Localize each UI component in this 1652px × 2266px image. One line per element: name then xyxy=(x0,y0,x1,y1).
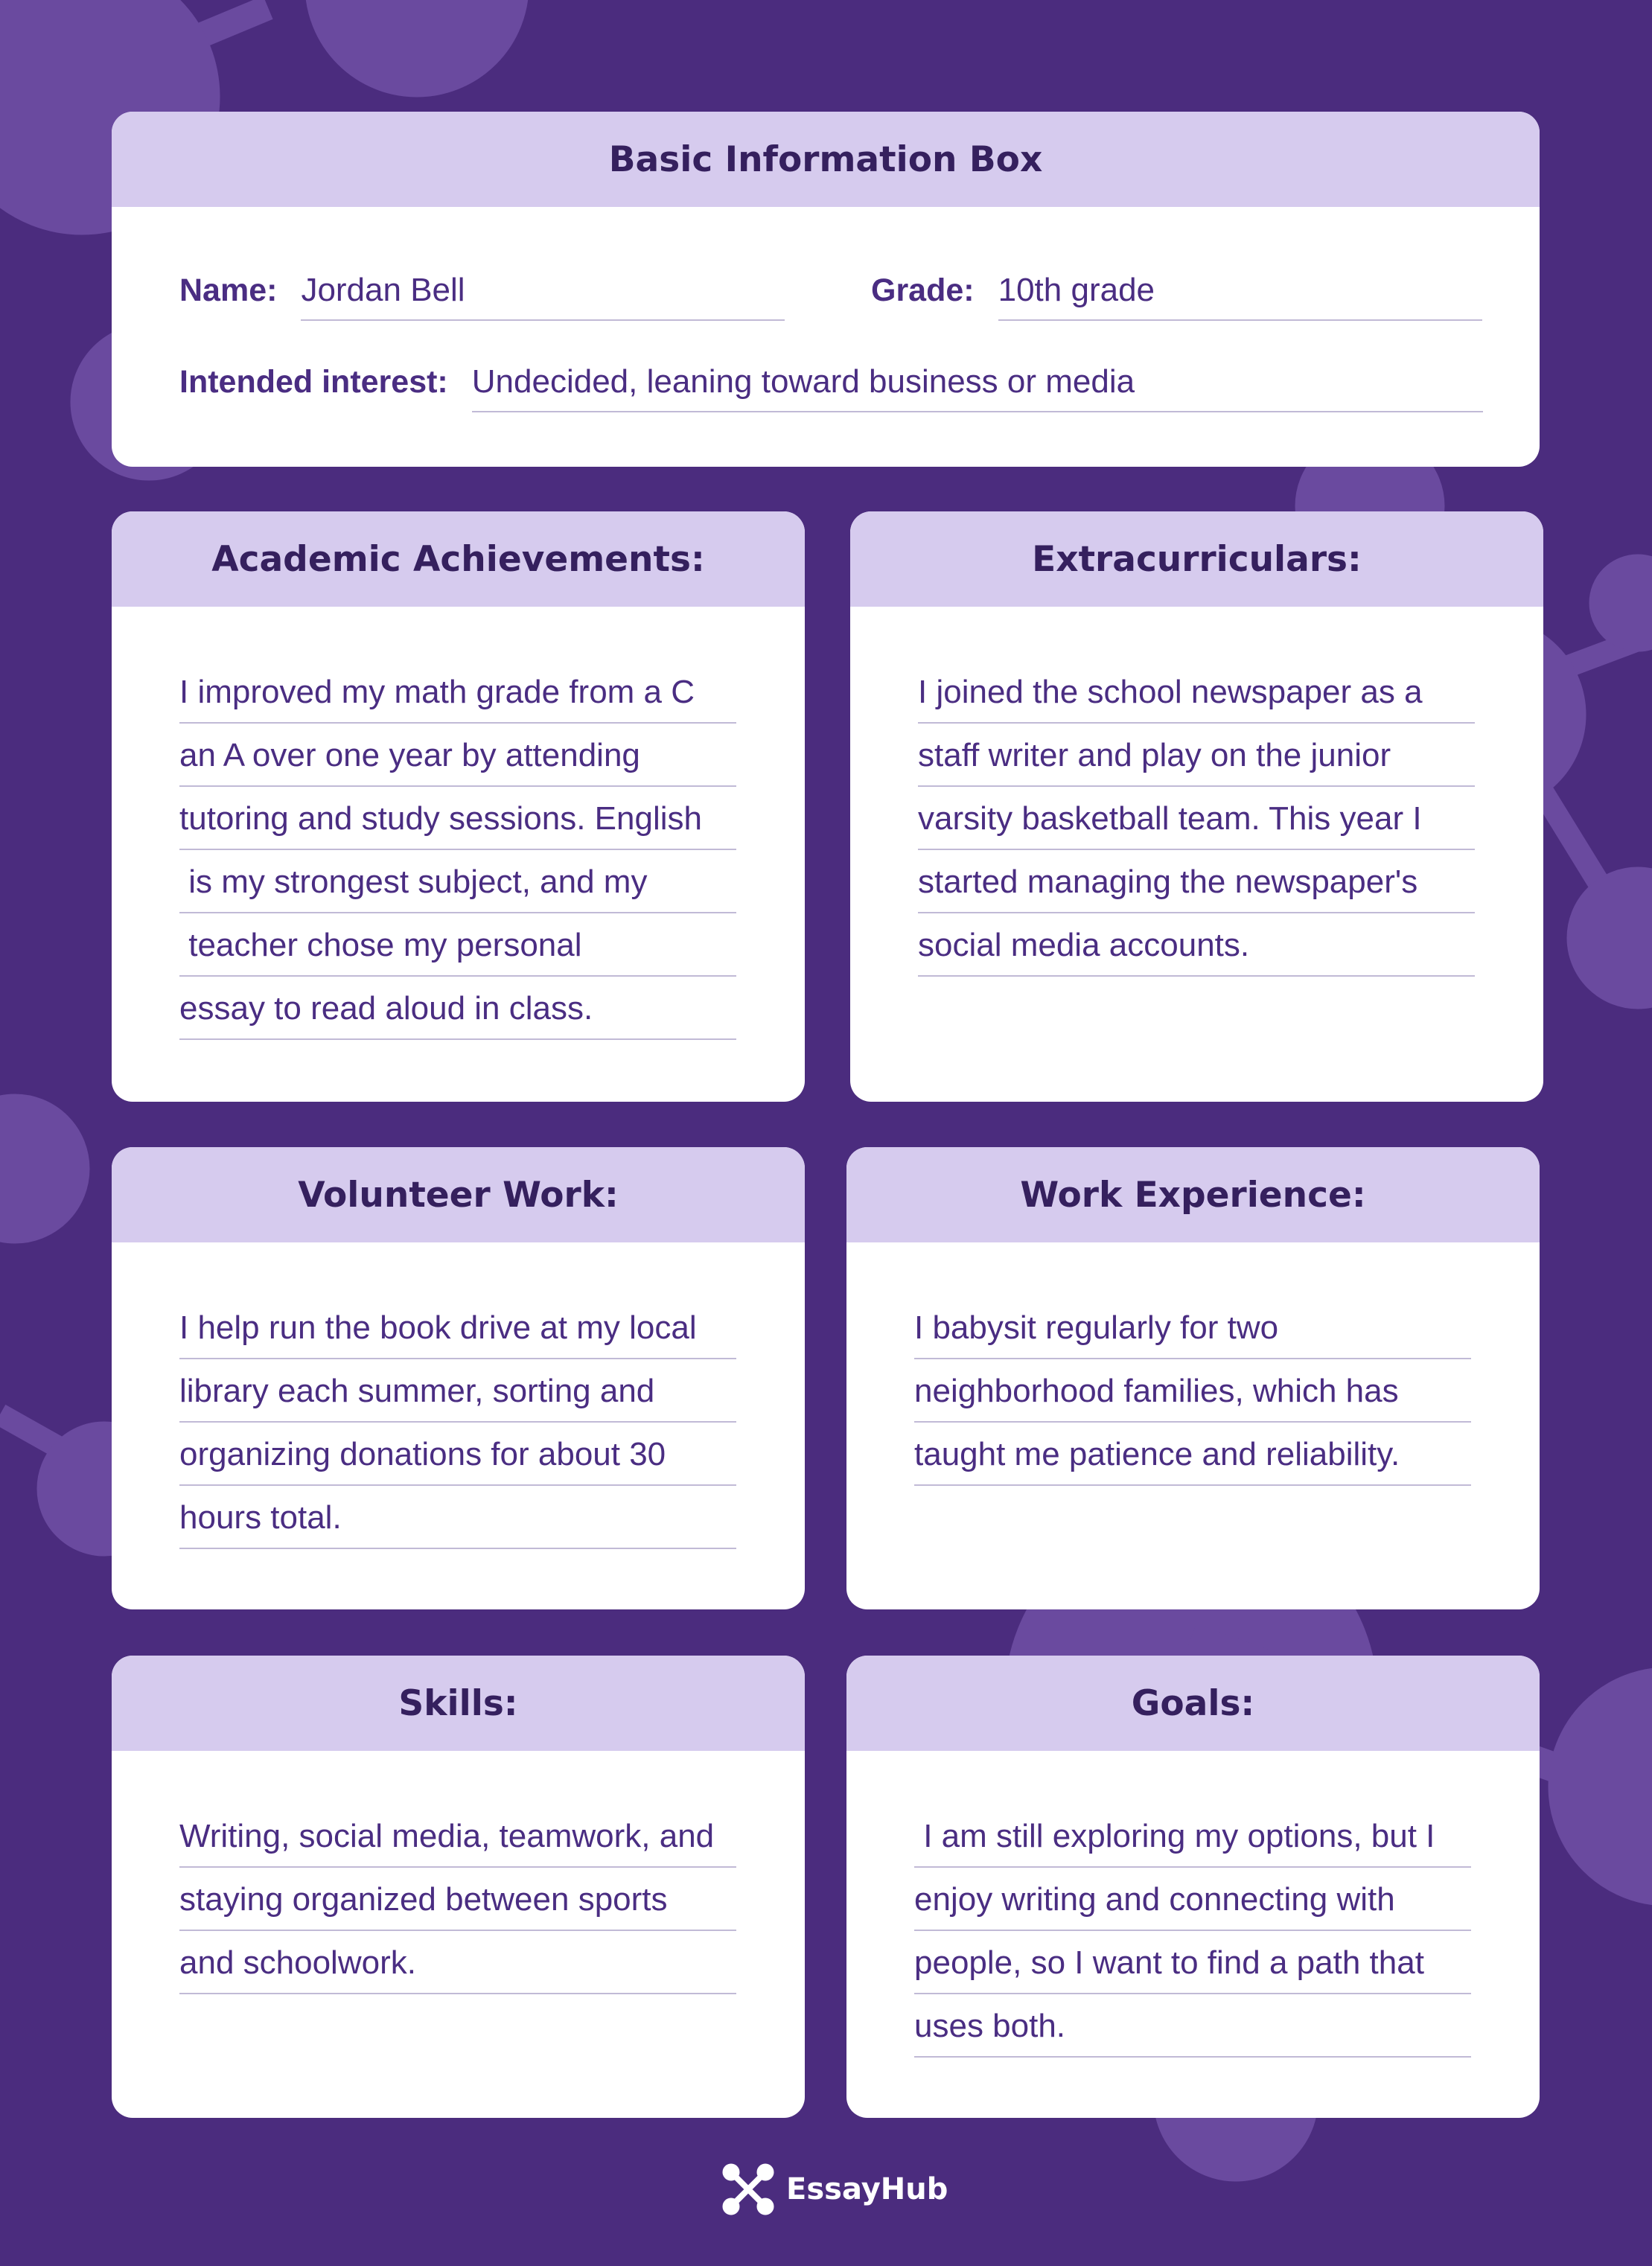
text-line: staff writer and play on the junior xyxy=(918,724,1475,787)
skills-text xyxy=(112,1751,805,1994)
interest-field xyxy=(179,363,1483,400)
name-label: Name: xyxy=(179,272,278,308)
text-line: started managing the newspaper's xyxy=(918,850,1475,913)
name-field xyxy=(179,272,785,309)
volunteer-work-text xyxy=(112,1242,805,1549)
text-line: people, so I want to find a path that xyxy=(914,1931,1471,1994)
grade-label: Grade: xyxy=(871,272,975,308)
basic-information-title: Basic Information Box xyxy=(112,112,1540,207)
text-line: uses both. xyxy=(914,1994,1471,2058)
text-line: hours total. xyxy=(179,1486,736,1549)
basic-information-card xyxy=(112,112,1540,467)
extracurriculars-card xyxy=(850,511,1543,1102)
academic-achievements-card xyxy=(112,511,805,1102)
goals-text xyxy=(846,1751,1540,2058)
text-line: is my strongest subject, and my xyxy=(179,850,736,913)
skills-title: Skills: xyxy=(112,1656,805,1751)
text-line: I joined the school newspaper as a xyxy=(918,660,1475,724)
text-line: teacher chose my personal xyxy=(179,913,736,977)
grade-field xyxy=(871,272,1482,309)
text-line: I am still exploring my options, but I xyxy=(914,1804,1471,1868)
text-line: and schoolwork. xyxy=(179,1931,736,1994)
extracurriculars-text xyxy=(850,607,1543,977)
text-line: I babysit regularly for two xyxy=(914,1296,1471,1359)
interest-value: Undecided, leaning toward business or media xyxy=(472,363,1483,412)
essayhub-logo[interactable] xyxy=(722,2163,948,2215)
text-line: I improved my math grade from a C xyxy=(179,660,736,724)
academic-achievements-text xyxy=(112,607,805,1040)
molecule-icon xyxy=(722,2163,774,2215)
text-line: social media accounts. xyxy=(918,913,1475,977)
text-line: an A over one year by attending xyxy=(179,724,736,787)
text-line: staying organized between sports xyxy=(179,1868,736,1931)
text-line: varsity basketball team. This year I xyxy=(918,787,1475,850)
extracurriculars-title: Extracurriculars: xyxy=(850,511,1543,607)
name-value: Jordan Bell xyxy=(301,272,785,321)
goals-title: Goals: xyxy=(846,1656,1540,1751)
text-line: Writing, social media, teamwork, and xyxy=(179,1804,736,1868)
volunteer-work-title: Volunteer Work: xyxy=(112,1147,805,1242)
grade-value: 10th grade xyxy=(998,272,1482,321)
text-line: neighborhood families, which has xyxy=(914,1359,1471,1423)
text-line: enjoy writing and connecting with xyxy=(914,1868,1471,1931)
work-experience-card xyxy=(846,1147,1540,1609)
text-line: I help run the book drive at my local xyxy=(179,1296,736,1359)
volunteer-work-card xyxy=(112,1147,805,1609)
text-line: essay to read aloud in class. xyxy=(179,977,736,1040)
interest-label: Intended interest: xyxy=(179,364,448,400)
work-experience-title: Work Experience: xyxy=(846,1147,1540,1242)
goals-card xyxy=(846,1656,1540,2118)
text-line: taught me patience and reliability. xyxy=(914,1423,1471,1486)
work-experience-text xyxy=(846,1242,1540,1486)
skills-card xyxy=(112,1656,805,2118)
text-line: library each summer, sorting and xyxy=(179,1359,736,1423)
text-line: tutoring and study sessions. English xyxy=(179,787,736,850)
academic-achievements-title: Academic Achievements: xyxy=(112,511,805,607)
text-line: organizing donations for about 30 xyxy=(179,1423,736,1486)
brand-name: EssayHub xyxy=(786,2172,948,2206)
